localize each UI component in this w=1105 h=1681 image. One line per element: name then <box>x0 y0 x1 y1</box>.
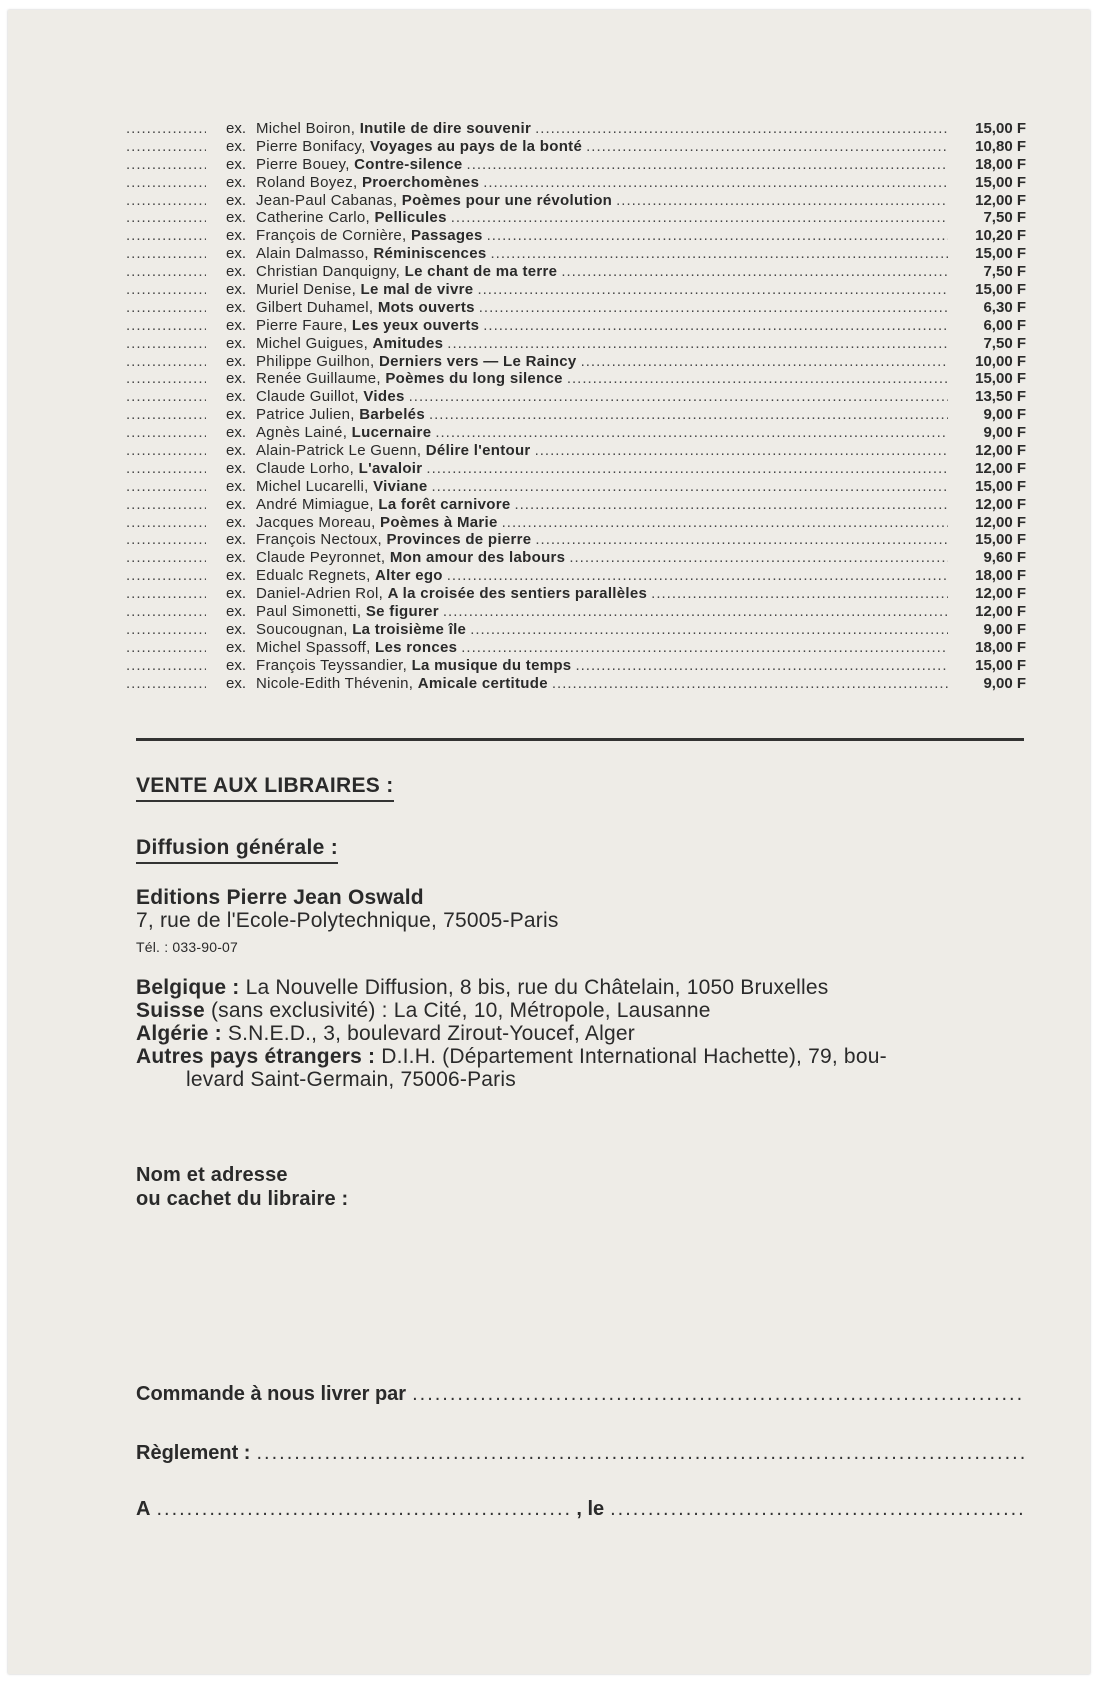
book-description <box>256 353 581 371</box>
book-title: Amicale certitude <box>417 674 548 692</box>
book-description <box>256 388 409 406</box>
book-author: Patrice Julien, <box>256 406 355 424</box>
distributor-country: Algérie : <box>136 1022 222 1045</box>
ex-label: ex. <box>225 263 246 281</box>
quantity-blank[interactable] <box>126 549 206 567</box>
book-author: Agnès Lainé, <box>256 424 348 442</box>
book-price: 9,60 F <box>983 549 1026 567</box>
quantity-blank[interactable] <box>126 138 206 156</box>
dot-leader <box>581 353 948 371</box>
bookseller-name-label: Nom et adresse <box>136 1164 288 1186</box>
ex-label: ex. <box>225 191 246 209</box>
dot-leader <box>569 549 948 567</box>
quantity-blank[interactable] <box>126 639 206 657</box>
book-title: Inutile de dire souvenir <box>359 120 532 137</box>
ex-label: ex. <box>225 674 246 692</box>
book-title: Passages <box>411 227 483 245</box>
dot-leader <box>470 621 948 639</box>
book-description <box>256 406 429 424</box>
book-price: 15,00 F <box>975 531 1026 549</box>
book-author: Michel Lucarelli, <box>256 477 369 495</box>
commande-dotted-line[interactable] <box>412 1383 1024 1406</box>
dot-leader <box>429 406 948 424</box>
quantity-blank[interactable] <box>126 174 206 192</box>
book-price: 15,00 F <box>975 120 1026 137</box>
order-row <box>126 370 1026 388</box>
book-author: Philippe Guilhon, <box>256 352 375 370</box>
order-row <box>126 621 1026 639</box>
book-title: Amitudes <box>372 334 444 352</box>
order-row <box>126 478 1026 496</box>
dot-leader <box>461 639 948 657</box>
book-description <box>256 603 443 621</box>
book-description <box>256 227 487 245</box>
book-author: Gilbert Duhamel, <box>256 298 374 316</box>
dot-leader <box>535 531 948 549</box>
commande-label: Commande à nous livrer par <box>136 1383 407 1405</box>
book-price: 9,00 F <box>983 406 1026 424</box>
catalog-page <box>8 10 1090 1674</box>
book-price: 12,00 F <box>975 603 1026 621</box>
ex-label: ex. <box>225 459 246 477</box>
book-description <box>256 478 431 496</box>
distributor-belgique <box>136 976 828 1000</box>
editor-telephone: Tél. : 033-90-07 <box>136 939 239 955</box>
distributor-autres <box>136 1045 887 1069</box>
book-description <box>256 621 470 639</box>
dot-leader <box>451 209 948 227</box>
order-row <box>126 567 1026 585</box>
order-row <box>126 585 1026 603</box>
order-row <box>126 531 1026 549</box>
book-title: Réminiscences <box>373 245 487 263</box>
reglement-label: Règlement : <box>136 1442 251 1464</box>
dot-leader <box>483 317 948 335</box>
book-price: 10,20 F <box>975 227 1026 245</box>
quantity-blank[interactable] <box>126 120 206 138</box>
ex-label: ex. <box>225 370 246 388</box>
distributor-details: La Nouvelle Diffusion, 8 bis, rue du Châtelain, 1050 Bruxelles <box>245 976 829 999</box>
book-price: 10,80 F <box>975 137 1026 155</box>
book-title: Pellicules <box>374 209 447 227</box>
place-dotted-line[interactable] <box>156 1498 570 1521</box>
book-title: Vides <box>363 388 405 406</box>
book-description <box>256 442 535 460</box>
order-row <box>126 675 1026 693</box>
book-title: A la croisée des sentiers parallèles <box>387 585 648 603</box>
book-description <box>256 549 569 567</box>
book-description <box>256 156 467 174</box>
book-title: Poèmes à Marie <box>380 513 498 531</box>
book-author: Daniel-Adrien Rol, <box>256 585 384 603</box>
book-title: Mon amour des labours <box>389 549 566 567</box>
quantity-blank[interactable] <box>126 514 206 532</box>
book-author: Alain Dalmasso, <box>256 245 369 263</box>
book-title: Mots ouverts <box>377 298 475 316</box>
book-price: 15,00 F <box>975 656 1026 674</box>
book-description <box>256 514 502 532</box>
dot-leader <box>586 138 948 156</box>
ex-label: ex. <box>225 442 246 460</box>
quantity-blank[interactable] <box>126 245 206 263</box>
book-price: 12,00 F <box>975 442 1026 460</box>
dot-leader <box>651 585 948 603</box>
book-author: Pierre Faure, <box>256 316 348 334</box>
book-author: François Nectoux, <box>256 531 382 549</box>
date-dotted-line[interactable] <box>610 1498 1024 1521</box>
book-author: Soucougnan, <box>256 620 348 638</box>
quantity-blank[interactable] <box>126 227 206 245</box>
quantity-blank[interactable] <box>126 209 206 227</box>
book-price: 12,00 F <box>975 585 1026 603</box>
book-price: 15,00 F <box>975 245 1026 263</box>
dot-leader <box>426 460 948 478</box>
dot-leader <box>447 335 948 353</box>
dot-leader <box>535 120 948 138</box>
diffusion-heading: Diffusion générale : <box>136 836 338 864</box>
quantity-blank[interactable] <box>126 621 206 639</box>
book-price: 6,30 F <box>983 298 1026 316</box>
ex-label: ex. <box>225 352 246 370</box>
section-divider <box>136 738 1024 741</box>
reglement-dotted-line[interactable] <box>256 1442 1024 1465</box>
book-description <box>256 639 461 657</box>
book-price: 15,00 F <box>975 173 1026 191</box>
book-author: Claude Guillot, <box>256 388 359 406</box>
ex-label: ex. <box>225 298 246 316</box>
book-description <box>256 245 491 263</box>
ex-label: ex. <box>225 531 246 549</box>
book-author: Jacques Moreau, <box>256 513 376 531</box>
order-row <box>126 549 1026 567</box>
book-title: Viviane <box>373 477 428 495</box>
book-title: Provinces de pierre <box>386 531 532 549</box>
dot-leader <box>491 245 949 263</box>
book-description <box>256 174 483 192</box>
distributor-country: Suisse <box>136 999 205 1022</box>
book-price: 18,00 F <box>975 567 1026 585</box>
ex-label: ex. <box>225 281 246 299</box>
distributor-algerie <box>136 1022 635 1046</box>
book-title: Les ronces <box>375 638 458 656</box>
book-description <box>256 675 552 693</box>
quantity-blank[interactable] <box>126 281 206 299</box>
book-description <box>256 335 447 353</box>
editor-name: Editions Pierre Jean Oswald <box>136 886 424 909</box>
order-row <box>126 388 1026 406</box>
ex-label: ex. <box>225 638 246 656</box>
book-author: Claude Lorho, <box>256 459 355 477</box>
dot-leader <box>561 263 948 281</box>
book-title: L'avaloir <box>358 459 423 477</box>
commande-field[interactable] <box>136 1383 1024 1406</box>
ex-label: ex. <box>225 209 246 227</box>
dot-leader <box>575 657 948 675</box>
order-row <box>126 209 1026 227</box>
quantity-blank[interactable] <box>126 460 206 478</box>
book-author: Nicole-Edith Thévenin, <box>256 674 414 692</box>
quantity-blank[interactable] <box>126 657 206 675</box>
book-author: François Teyssandier, <box>256 656 408 674</box>
book-description <box>256 209 451 227</box>
ex-label: ex. <box>225 227 246 245</box>
order-row <box>126 174 1026 192</box>
order-row <box>126 603 1026 621</box>
ex-label: ex. <box>225 155 246 173</box>
distributor-country: Autres pays étrangers : <box>136 1045 376 1068</box>
distributor-suisse <box>136 999 711 1023</box>
book-title: La musique du temps <box>411 656 572 674</box>
distributor-country: Belgique : <box>136 976 240 999</box>
book-description <box>256 657 575 675</box>
distributor-details: D.I.H. (Département International Hachette), 79, bou- <box>381 1045 887 1068</box>
book-price: 9,00 F <box>983 674 1026 692</box>
quantity-blank[interactable] <box>126 603 206 621</box>
order-row <box>126 138 1026 156</box>
distributor-autres-continued: levard Saint-Germain, 75006-Paris <box>186 1068 516 1091</box>
book-author: Michel Spassoff, <box>256 638 371 656</box>
book-title: Le chant de ma terre <box>404 263 558 281</box>
book-author: Catherine Carlo, <box>256 209 371 227</box>
book-description <box>256 192 616 210</box>
book-author: Paul Simonetti, <box>256 603 362 621</box>
quantity-blank[interactable] <box>126 406 206 424</box>
book-author: Edualc Regnets, <box>256 567 371 585</box>
book-author: Michel Boiron, <box>256 120 356 137</box>
ex-label: ex. <box>225 656 246 674</box>
quantity-blank[interactable] <box>126 192 206 210</box>
book-title: Se figurer <box>365 603 439 621</box>
book-price: 15,00 F <box>975 477 1026 495</box>
book-price: 18,00 F <box>975 155 1026 173</box>
order-row <box>126 156 1026 174</box>
ex-label: ex. <box>225 406 246 424</box>
book-author: Claude Peyronnet, <box>256 549 386 567</box>
order-row <box>126 353 1026 371</box>
order-row <box>126 460 1026 478</box>
book-title: La forêt carnivore <box>378 495 511 513</box>
book-author: André Mimiague, <box>256 495 374 513</box>
ex-label: ex. <box>225 334 246 352</box>
ex-label: ex. <box>225 477 246 495</box>
date-label: , le <box>576 1498 605 1520</box>
quantity-blank[interactable] <box>126 335 206 353</box>
book-author: Alain-Patrick Le Guenn, <box>256 442 422 460</box>
place-label: A <box>136 1498 151 1520</box>
book-author: Pierre Bouey, <box>256 155 350 173</box>
ex-label: ex. <box>225 137 246 155</box>
book-description <box>256 424 435 442</box>
order-row <box>126 263 1026 281</box>
book-price: 7,50 F <box>983 263 1026 281</box>
book-description <box>256 496 514 514</box>
book-price: 9,00 F <box>983 620 1026 638</box>
book-author: Renée Guillaume, <box>256 370 381 388</box>
order-row <box>126 424 1026 442</box>
dot-leader <box>467 156 948 174</box>
book-price: 7,50 F <box>983 334 1026 352</box>
book-title: Alter ego <box>375 567 443 585</box>
book-price: 6,00 F <box>983 316 1026 334</box>
distributor-details: S.N.E.D., 3, boulevard Zirout-Youcef, Alger <box>227 1022 635 1045</box>
ex-label: ex. <box>225 245 246 263</box>
order-row <box>126 317 1026 335</box>
book-description <box>256 370 567 388</box>
order-row <box>126 192 1026 210</box>
quantity-blank[interactable] <box>126 388 206 406</box>
book-description <box>256 120 535 138</box>
book-description <box>256 317 483 335</box>
book-title: Poèmes du long silence <box>385 370 563 388</box>
ex-label: ex. <box>225 549 246 567</box>
book-description <box>256 138 586 156</box>
quantity-blank[interactable] <box>126 353 206 371</box>
quantity-blank[interactable] <box>126 478 206 496</box>
dot-leader <box>409 388 948 406</box>
ex-label: ex. <box>225 495 246 513</box>
book-description <box>256 567 447 585</box>
book-title: Barbelés <box>359 406 425 424</box>
editor-address: 7, rue de l'Ecole-Polytechnique, 75005-Paris <box>136 909 559 932</box>
place-date-field[interactable] <box>136 1498 1024 1521</box>
book-price: 15,00 F <box>975 370 1026 388</box>
book-title: Poèmes pour une révolution <box>401 191 613 209</box>
order-list <box>126 120 1026 693</box>
book-title: Voyages au pays de la bonté <box>370 137 583 155</box>
dot-leader <box>479 299 948 317</box>
dot-leader <box>552 675 948 693</box>
dot-leader <box>616 192 948 210</box>
vente-heading: VENTE AUX LIBRAIRES : <box>136 774 394 802</box>
bookseller-stamp-label: ou cachet du libraire : <box>136 1188 349 1210</box>
quantity-blank[interactable] <box>126 263 206 281</box>
book-author: Muriel Denise, <box>256 281 357 299</box>
dot-leader <box>514 496 948 514</box>
book-author: Jean-Paul Cabanas, <box>256 191 398 209</box>
quantity-blank[interactable] <box>126 675 206 693</box>
book-description <box>256 299 479 317</box>
dot-leader <box>487 227 948 245</box>
dot-leader <box>435 424 948 442</box>
order-row <box>126 657 1026 675</box>
dot-leader <box>483 174 948 192</box>
order-row <box>126 406 1026 424</box>
quantity-blank[interactable] <box>126 531 206 549</box>
dot-leader <box>535 442 948 460</box>
book-title: La troisième île <box>352 620 467 638</box>
book-author: François de Cornière, <box>256 227 407 245</box>
book-price: 12,00 F <box>975 459 1026 477</box>
quantity-blank[interactable] <box>126 156 206 174</box>
book-author: Pierre Bonifacy, <box>256 137 366 155</box>
ex-label: ex. <box>225 424 246 442</box>
book-description <box>256 585 651 603</box>
order-row <box>126 120 1026 138</box>
quantity-blank[interactable] <box>126 585 206 603</box>
ex-label: ex. <box>225 120 246 137</box>
quantity-blank[interactable] <box>126 567 206 585</box>
order-row <box>126 514 1026 532</box>
quantity-blank[interactable] <box>126 442 206 460</box>
order-row <box>126 299 1026 317</box>
book-price: 12,00 F <box>975 191 1026 209</box>
book-price: 9,00 F <box>983 424 1026 442</box>
book-title: Lucernaire <box>351 424 432 442</box>
book-title: Derniers vers — Le Raincy <box>378 352 577 370</box>
dot-leader <box>447 567 948 585</box>
order-row <box>126 245 1026 263</box>
ex-label: ex. <box>225 513 246 531</box>
quantity-blank[interactable] <box>126 317 206 335</box>
ex-label: ex. <box>225 567 246 585</box>
quantity-blank[interactable] <box>126 424 206 442</box>
book-price: 15,00 F <box>975 281 1026 299</box>
quantity-blank[interactable] <box>126 299 206 317</box>
order-row <box>126 442 1026 460</box>
ex-label: ex. <box>225 173 246 191</box>
dot-leader <box>477 281 948 299</box>
book-price: 18,00 F <box>975 638 1026 656</box>
dot-leader <box>431 478 948 496</box>
ex-label: ex. <box>225 585 246 603</box>
dot-leader <box>443 603 948 621</box>
book-title: Contre-silence <box>354 155 463 173</box>
book-description <box>256 263 561 281</box>
book-price: 12,00 F <box>975 513 1026 531</box>
book-author: Roland Boyez, <box>256 173 358 191</box>
order-row <box>126 496 1026 514</box>
dot-leader <box>502 514 948 532</box>
reglement-field[interactable] <box>136 1442 1024 1465</box>
book-title: Délire l'entour <box>425 442 531 460</box>
book-title: Proerchomènes <box>361 173 480 191</box>
book-price: 7,50 F <box>983 209 1026 227</box>
book-description <box>256 281 477 299</box>
book-price: 12,00 F <box>975 495 1026 513</box>
ex-label: ex. <box>225 316 246 334</box>
order-row <box>126 639 1026 657</box>
book-description <box>256 460 426 478</box>
order-row <box>126 227 1026 245</box>
order-row <box>126 281 1026 299</box>
book-price: 13,50 F <box>975 388 1026 406</box>
book-title: Le mal de vivre <box>360 281 474 299</box>
book-price: 10,00 F <box>975 352 1026 370</box>
dot-leader <box>567 370 948 388</box>
book-title: Les yeux ouverts <box>351 316 480 334</box>
ex-label: ex. <box>225 603 246 621</box>
order-row <box>126 335 1026 353</box>
quantity-blank[interactable] <box>126 370 206 388</box>
book-author: Christian Danquigny, <box>256 263 401 281</box>
book-author: Michel Guigues, <box>256 334 369 352</box>
ex-label: ex. <box>225 388 246 406</box>
quantity-blank[interactable] <box>126 496 206 514</box>
distributor-details: (sans exclusivité) : La Cité, 10, Métropole, Lausanne <box>210 999 711 1022</box>
book-description <box>256 531 535 549</box>
ex-label: ex. <box>225 620 246 638</box>
